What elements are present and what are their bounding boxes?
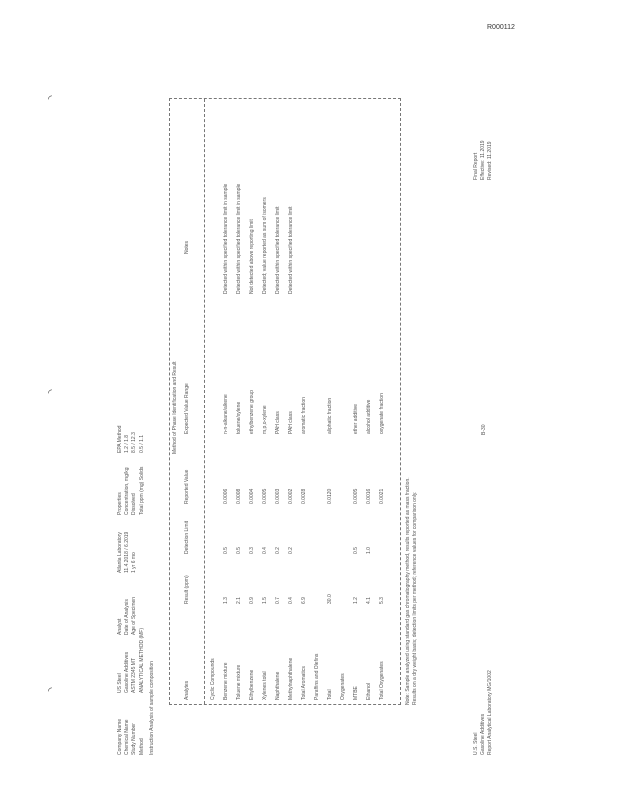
punch-mark-top: ◜ bbox=[48, 94, 52, 105]
summary-label: Concentration, mg/kg bbox=[124, 467, 131, 515]
table-cell: 0.0028 bbox=[301, 488, 307, 504]
table-cell: Naphthalene bbox=[275, 671, 281, 700]
table-row bbox=[353, 99, 360, 704]
table-cell: Oxygenates bbox=[340, 673, 346, 700]
table-cell: 1.0 bbox=[366, 547, 372, 554]
table-cell: Benzene mixture bbox=[223, 662, 229, 700]
notes bbox=[405, 477, 419, 705]
header-label: Company Name bbox=[117, 718, 123, 755]
summary-block bbox=[117, 426, 146, 515]
summary-label: Dissolved bbox=[131, 493, 138, 515]
table-cell: 0.0003 bbox=[275, 488, 281, 504]
footer-center: B-30 bbox=[481, 424, 487, 435]
meta-line: Instruction Analysis of sample composition bbox=[149, 661, 155, 755]
meta-label: Analyst bbox=[117, 618, 123, 635]
col-detection: Detection Limit bbox=[184, 520, 190, 554]
col-analytes: Analytes bbox=[184, 680, 190, 700]
table-cell: 0.3 bbox=[249, 547, 255, 554]
table-cell: 0.2 bbox=[288, 547, 294, 554]
table-cell: 6.9 bbox=[301, 597, 307, 604]
table-cell: 0.0021 bbox=[379, 488, 385, 504]
meta-label: Date of Analysis bbox=[124, 599, 131, 635]
table-row bbox=[366, 99, 373, 704]
table-cell: Total bbox=[327, 689, 333, 700]
table-cell: 1.3 bbox=[223, 597, 229, 604]
table-cell: 0.0005 bbox=[262, 488, 268, 504]
summary-value: 1.2 / 1.8 bbox=[124, 434, 131, 453]
table-cell: toluene/xylene bbox=[236, 401, 242, 434]
header-value: US Steel bbox=[117, 673, 123, 693]
table-row bbox=[210, 99, 217, 704]
table-cell: 0.5 bbox=[353, 547, 359, 554]
table-cell: n-n-alkane/alkene bbox=[223, 394, 229, 434]
punch-mark-middle: ◜ bbox=[48, 388, 52, 399]
summary-value: EPA Method bbox=[117, 425, 123, 453]
table-cell: 5.3 bbox=[379, 597, 385, 604]
table-cell: oxygenate fraction bbox=[379, 393, 385, 434]
table-cell: 0.5 bbox=[223, 547, 229, 554]
footer-line: Effective: 11.2019 bbox=[480, 140, 487, 180]
table-cell: Not detected above reporting limit bbox=[249, 219, 255, 294]
table-cell: MTBE bbox=[353, 686, 359, 700]
summary-value: 8.5 / 12.3 bbox=[131, 432, 138, 453]
table-row bbox=[379, 99, 386, 704]
footer-right bbox=[473, 140, 495, 180]
group-header: Method of Phase Identification and Result bbox=[172, 361, 178, 454]
table-cell: 0.5 bbox=[236, 547, 242, 554]
table-cell: Ethanol bbox=[366, 683, 372, 700]
table-cell: 0.0002 bbox=[288, 488, 294, 504]
col-reported: Reported Value bbox=[184, 469, 190, 504]
table-cell: Ethylbenzene bbox=[249, 669, 255, 700]
header-label: Method bbox=[138, 738, 145, 755]
table-cell: Detected; value reported as sum of isomers bbox=[262, 197, 268, 294]
header-value: ANALYTICAL METHOD (MF) bbox=[138, 627, 145, 693]
header-block bbox=[117, 628, 146, 755]
table-cell: 4.1 bbox=[366, 597, 372, 604]
footer-line: Revised: 11.2019 bbox=[487, 141, 494, 180]
table-cell: Total Oxygenates bbox=[379, 661, 385, 700]
meta-value: 11.4.2018 / 6.2019 bbox=[124, 531, 131, 573]
meta-label: Age of Specimen bbox=[131, 596, 138, 635]
table-cell: 0.7 bbox=[275, 597, 281, 604]
note-line: Results on a dry weight basis; detection limits per method; reference values for comparison only. bbox=[412, 491, 419, 705]
footer-line: Final Report bbox=[473, 152, 479, 180]
table-cell: 0.0008 bbox=[236, 488, 242, 504]
table-row bbox=[314, 99, 321, 704]
footer-left bbox=[473, 670, 495, 755]
table-cell: 30.0 bbox=[327, 594, 333, 604]
table-cell: 0.2 bbox=[275, 547, 281, 554]
table-cell: 0.4 bbox=[262, 547, 268, 554]
header-label: Study Number bbox=[131, 723, 138, 755]
meta-value: 1 yr 6 mo bbox=[131, 552, 138, 573]
table-row bbox=[223, 99, 230, 704]
header-value: Gasoline Additives bbox=[124, 651, 131, 693]
summary-label: Total ppm (mg) Solids bbox=[138, 466, 145, 515]
table-cell: Detected within specified tolerance limit bbox=[275, 206, 281, 294]
table-row bbox=[275, 99, 282, 704]
col-notes: Notes bbox=[184, 240, 190, 254]
table-cell: 1.2 bbox=[353, 597, 359, 604]
punch-mark-bottom: ◜ bbox=[48, 686, 52, 697]
table-cell: Cyclic Compounds bbox=[210, 658, 216, 700]
table-cell: 0.0120 bbox=[327, 488, 333, 504]
table-cell: ethylbenzene group bbox=[249, 390, 255, 434]
table-cell: Detected within specified tolerance limit in sample bbox=[223, 183, 229, 294]
header-value: ASTM 2345 MT bbox=[131, 657, 138, 693]
table-cell: 1.5 bbox=[262, 597, 268, 604]
table-cell: alcohol additive bbox=[366, 399, 372, 434]
table-row bbox=[340, 99, 347, 704]
summary-label: Properties bbox=[117, 492, 123, 515]
table-cell: Xylenes total bbox=[262, 671, 268, 700]
table-cell: aromatic fraction bbox=[301, 397, 307, 434]
table-header bbox=[170, 99, 205, 704]
table-cell: PAH class bbox=[288, 411, 294, 434]
table-cell: Methylnaphthalene bbox=[288, 657, 294, 700]
table-row bbox=[288, 99, 295, 704]
summary-value: 0.5 / 1.1 bbox=[138, 434, 145, 453]
footer-line: Report Analytical Laboratory MG/1002 bbox=[487, 670, 494, 755]
table-cell: Detected within specified tolerance limit in sample bbox=[236, 183, 242, 294]
table-cell: 2.1 bbox=[236, 597, 242, 604]
meta-value: Atlanta Laboratory bbox=[117, 532, 123, 573]
meta-block bbox=[149, 661, 156, 755]
meta-analyst bbox=[117, 532, 139, 635]
table-cell: 0.9 bbox=[249, 597, 255, 604]
table-cell: 0.0016 bbox=[366, 488, 372, 504]
header-label: Chemical Name bbox=[124, 719, 131, 755]
table-cell: Paraffins and Olefins bbox=[314, 653, 320, 700]
col-expected: Expected Value Range bbox=[184, 383, 190, 434]
table-row bbox=[262, 99, 269, 704]
table-row bbox=[327, 99, 334, 704]
footer-line: Gasoline Additives bbox=[480, 713, 487, 755]
table-cell: 0.0004 bbox=[249, 488, 255, 504]
col-result: Result (ppm) bbox=[184, 575, 190, 604]
table-cell: 0.0006 bbox=[223, 488, 229, 504]
rotated-document bbox=[109, 75, 509, 755]
table-cell: m,p,o-xylene bbox=[262, 405, 268, 434]
table-cell: 0.0005 bbox=[353, 488, 359, 504]
table-cell: Total Aromatics bbox=[301, 666, 307, 700]
table-row bbox=[249, 99, 256, 704]
note-line: Note: Sample analyzed using standard gas chromatography method, results reported as mass fraction. bbox=[405, 477, 411, 705]
footer-line: U.S. Steel bbox=[473, 732, 479, 755]
page-id: R000112 bbox=[487, 24, 515, 31]
table-row bbox=[236, 99, 243, 704]
table-cell: 0.4 bbox=[288, 597, 294, 604]
table-cell: PAH class bbox=[275, 411, 281, 434]
results-table bbox=[169, 98, 401, 705]
table-cell: Detected within specified tolerance limit bbox=[288, 206, 294, 294]
table-row bbox=[301, 99, 308, 704]
table-cell: Toluene mixture bbox=[236, 664, 242, 700]
table-cell: ether additive bbox=[353, 403, 359, 434]
table-cell: aliphatic fraction bbox=[327, 397, 333, 434]
